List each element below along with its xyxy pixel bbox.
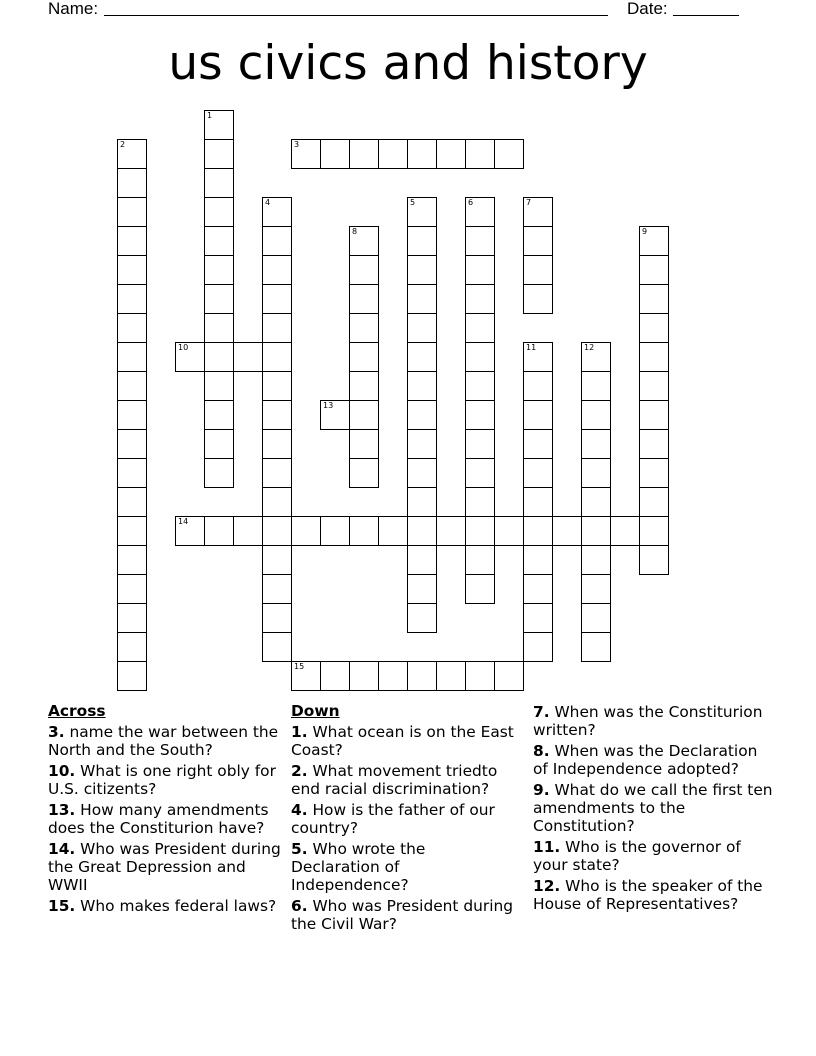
grid-cell[interactable]	[117, 429, 147, 459]
grid-cell[interactable]	[523, 226, 553, 256]
grid-cell[interactable]	[465, 313, 495, 343]
across-heading: Across	[48, 702, 106, 720]
grid-cell[interactable]	[262, 284, 292, 314]
grid-cell[interactable]	[436, 661, 466, 691]
grid-cell[interactable]	[581, 516, 611, 546]
grid-cell[interactable]	[581, 400, 611, 430]
grid-cell[interactable]	[320, 139, 350, 169]
grid-cell[interactable]	[204, 168, 234, 198]
grid-cell[interactable]	[349, 255, 379, 285]
grid-cell[interactable]	[465, 284, 495, 314]
grid-cell[interactable]	[407, 429, 437, 459]
grid-cell[interactable]	[407, 371, 437, 401]
cell-number: 15	[294, 662, 305, 671]
grid-cell[interactable]	[378, 516, 408, 546]
grid-cell[interactable]	[117, 603, 147, 633]
grid-cell[interactable]	[117, 661, 147, 691]
grid-cell[interactable]	[465, 574, 495, 604]
grid-cell[interactable]	[407, 284, 437, 314]
grid-cell[interactable]	[639, 429, 669, 459]
grid-cell[interactable]	[523, 574, 553, 604]
cell-number: 11	[526, 343, 537, 352]
clue-down-2: 2. What movement triedto end racial discrimination?	[291, 762, 498, 798]
grid-cell[interactable]	[117, 400, 147, 430]
puzzle-title: us civics and history	[168, 36, 648, 91]
grid-cell[interactable]	[320, 400, 350, 430]
grid-cell[interactable]	[581, 429, 611, 459]
down-heading: Down	[291, 702, 340, 720]
grid-cell[interactable]	[262, 197, 292, 227]
grid-cell[interactable]	[349, 516, 379, 546]
clue-across-15: 15. Who makes federal laws?	[48, 897, 277, 915]
grid-cell[interactable]	[262, 574, 292, 604]
grid-cell[interactable]	[523, 371, 553, 401]
grid-cell[interactable]	[523, 603, 553, 633]
grid-cell[interactable]	[465, 342, 495, 372]
grid-cell[interactable]	[117, 342, 147, 372]
cell-number: 1	[207, 111, 213, 120]
grid-cell[interactable]	[204, 458, 234, 488]
grid-cell[interactable]	[639, 516, 669, 546]
grid-cell[interactable]	[262, 429, 292, 459]
cell-number: 5	[410, 198, 416, 207]
grid-cell[interactable]	[523, 197, 553, 227]
grid-cell[interactable]	[349, 400, 379, 430]
grid-cell[interactable]	[262, 342, 292, 372]
grid-cell[interactable]	[523, 487, 553, 517]
grid-cell[interactable]	[581, 632, 611, 662]
grid-cell[interactable]	[523, 632, 553, 662]
cell-number: 13	[323, 401, 334, 410]
grid-cell[interactable]	[204, 342, 234, 372]
grid-cell[interactable]	[204, 255, 234, 285]
down-clues-column-1	[291, 701, 519, 936]
grid-cell[interactable]	[117, 458, 147, 488]
grid-cell[interactable]	[204, 429, 234, 459]
grid-cell[interactable]	[581, 574, 611, 604]
grid-cell[interactable]	[581, 371, 611, 401]
grid-cell[interactable]	[407, 226, 437, 256]
grid-cell[interactable]	[117, 545, 147, 575]
grid-cell[interactable]	[639, 226, 669, 256]
grid-cell[interactable]	[117, 313, 147, 343]
grid-cell[interactable]	[262, 603, 292, 633]
clue-across-13: 13. How many amendments does the Constiturion have?	[48, 801, 269, 837]
grid-cell[interactable]	[117, 516, 147, 546]
grid-cell[interactable]	[465, 458, 495, 488]
grid-cell[interactable]	[204, 371, 234, 401]
grid-cell[interactable]	[349, 661, 379, 691]
grid-cell[interactable]	[523, 342, 553, 372]
grid-cell[interactable]	[465, 400, 495, 430]
cell-number: 3	[294, 140, 300, 149]
grid-cell[interactable]	[465, 197, 495, 227]
grid-cell[interactable]	[349, 139, 379, 169]
grid-cell[interactable]	[204, 313, 234, 343]
cell-number: 14	[178, 517, 189, 526]
grid-cell[interactable]	[117, 284, 147, 314]
grid-cell[interactable]	[117, 632, 147, 662]
grid-cell[interactable]	[349, 429, 379, 459]
grid-cell[interactable]	[407, 545, 437, 575]
grid-cell[interactable]	[639, 371, 669, 401]
grid-cell[interactable]	[523, 429, 553, 459]
grid-cell[interactable]	[262, 313, 292, 343]
grid-cell[interactable]	[407, 197, 437, 227]
grid-cell[interactable]	[117, 226, 147, 256]
grid-cell[interactable]	[407, 342, 437, 372]
down-clues-column-2	[533, 703, 773, 916]
cell-number: 4	[265, 198, 271, 207]
grid-cell[interactable]	[349, 342, 379, 372]
grid-cell[interactable]	[465, 226, 495, 256]
clue-across-3: 3. name the war between the North and the South?	[48, 723, 279, 759]
grid-cell[interactable]	[175, 342, 205, 372]
grid-cell[interactable]	[378, 139, 408, 169]
grid-cell[interactable]	[639, 284, 669, 314]
grid-cell[interactable]	[117, 197, 147, 227]
grid-cell[interactable]	[349, 226, 379, 256]
clue-across-14: 14. Who was President during the Great Depression and WWII	[48, 840, 281, 894]
grid-cell[interactable]	[639, 342, 669, 372]
grid-cell[interactable]	[407, 661, 437, 691]
date-label: Date:	[627, 0, 668, 18]
grid-cell[interactable]	[494, 139, 524, 169]
grid-cell[interactable]	[639, 545, 669, 575]
grid-cell[interactable]	[407, 487, 437, 517]
cell-number: 9	[642, 227, 648, 236]
grid-cell[interactable]	[581, 487, 611, 517]
cell-number: 8	[352, 227, 358, 236]
clue-across-10: 10. What is one right obly for U.S. citizents?	[48, 762, 276, 798]
grid-cell[interactable]	[465, 545, 495, 575]
grid-cell[interactable]	[581, 342, 611, 372]
grid-cell[interactable]	[639, 458, 669, 488]
grid-cell[interactable]	[407, 574, 437, 604]
grid-cell[interactable]	[407, 400, 437, 430]
grid-cell[interactable]	[407, 255, 437, 285]
grid-cell[interactable]	[523, 545, 553, 575]
grid-cell[interactable]	[407, 603, 437, 633]
grid-cell[interactable]	[175, 516, 205, 546]
grid-cell[interactable]	[233, 342, 263, 372]
grid-cell[interactable]	[204, 284, 234, 314]
grid-cell[interactable]	[494, 661, 524, 691]
grid-cell[interactable]	[523, 284, 553, 314]
clue-down-7: 7. When was the Constiturion written?	[533, 703, 763, 739]
grid-cell[interactable]	[436, 139, 466, 169]
grid-cell[interactable]	[262, 545, 292, 575]
cell-number: 2	[120, 140, 126, 149]
clue-down-6: 6. Who was President during the Civil War?	[291, 897, 514, 933]
grid-cell[interactable]	[204, 139, 234, 169]
across-clue-list	[48, 723, 282, 915]
cell-number: 12	[584, 343, 595, 352]
clue-down-12: 12. Who is the speaker of the House of Representatives?	[533, 877, 763, 913]
grid-cell[interactable]	[465, 516, 495, 546]
grid-cell[interactable]	[407, 516, 437, 546]
grid-cell[interactable]	[204, 400, 234, 430]
grid-cell[interactable]	[204, 197, 234, 227]
grid-cell[interactable]	[349, 371, 379, 401]
grid-cell[interactable]	[465, 661, 495, 691]
grid-cell[interactable]	[436, 516, 466, 546]
clue-down-8: 8. When was the Declaration of Independence adopted?	[533, 742, 758, 778]
across-clues-column	[48, 701, 282, 918]
grid-cell[interactable]	[117, 371, 147, 401]
grid-cell[interactable]	[117, 487, 147, 517]
grid-cell[interactable]	[291, 516, 321, 546]
grid-cell[interactable]	[291, 661, 321, 691]
grid-cell[interactable]	[117, 168, 147, 198]
grid-cell[interactable]	[262, 516, 292, 546]
grid-cell[interactable]	[407, 139, 437, 169]
cell-number: 6	[468, 198, 474, 207]
grid-cell[interactable]	[523, 255, 553, 285]
grid-cell[interactable]	[523, 458, 553, 488]
clue-down-4: 4. How is the father of our country?	[291, 801, 495, 837]
name-label: Name:	[48, 0, 99, 18]
grid-cell[interactable]	[320, 661, 350, 691]
grid-cell[interactable]	[262, 226, 292, 256]
grid-cell[interactable]	[639, 313, 669, 343]
grid-cell[interactable]	[262, 487, 292, 517]
clue-down-5: 5. Who wrote the Declaration of Independence?	[291, 840, 426, 894]
grid-cell[interactable]	[349, 313, 379, 343]
grid-cell[interactable]	[494, 516, 524, 546]
grid-cell[interactable]	[465, 487, 495, 517]
grid-cell[interactable]	[465, 371, 495, 401]
grid-cell[interactable]	[262, 458, 292, 488]
grid-cell[interactable]	[262, 255, 292, 285]
grid-cell[interactable]	[117, 139, 147, 169]
grid-cell[interactable]	[204, 516, 234, 546]
clue-down-9: 9. What do we call the first ten amendments to the Constitution?	[533, 781, 773, 835]
grid-cell[interactable]	[262, 371, 292, 401]
clue-down-1: 1. What ocean is on the East Coast?	[291, 723, 514, 759]
cell-number: 7	[526, 198, 532, 207]
grid-cell[interactable]	[639, 487, 669, 517]
grid-cell[interactable]	[610, 516, 640, 546]
grid-cell[interactable]	[581, 603, 611, 633]
grid-cell[interactable]	[581, 458, 611, 488]
grid-cell[interactable]	[407, 313, 437, 343]
grid-cell[interactable]	[291, 139, 321, 169]
grid-cell[interactable]	[320, 516, 350, 546]
grid-cell[interactable]	[639, 255, 669, 285]
grid-cell[interactable]	[262, 632, 292, 662]
grid-cell[interactable]	[465, 429, 495, 459]
grid-cell[interactable]	[407, 458, 437, 488]
grid-cell[interactable]	[349, 458, 379, 488]
grid-cell[interactable]	[523, 400, 553, 430]
grid-cell[interactable]	[581, 545, 611, 575]
grid-cell[interactable]	[204, 226, 234, 256]
grid-cell[interactable]	[523, 516, 553, 546]
grid-cell[interactable]	[378, 661, 408, 691]
grid-cell[interactable]	[349, 284, 379, 314]
grid-cell[interactable]	[233, 516, 263, 546]
clue-down-11: 11. Who is the governor of your state?	[533, 838, 741, 874]
grid-cell[interactable]	[465, 139, 495, 169]
grid-cell[interactable]	[262, 400, 292, 430]
cell-number: 10	[178, 343, 189, 352]
grid-cell[interactable]	[117, 255, 147, 285]
grid-cell[interactable]	[465, 255, 495, 285]
grid-cell[interactable]	[204, 110, 234, 140]
grid-cell[interactable]	[552, 516, 582, 546]
grid-cell[interactable]	[639, 400, 669, 430]
grid-cell[interactable]	[117, 574, 147, 604]
